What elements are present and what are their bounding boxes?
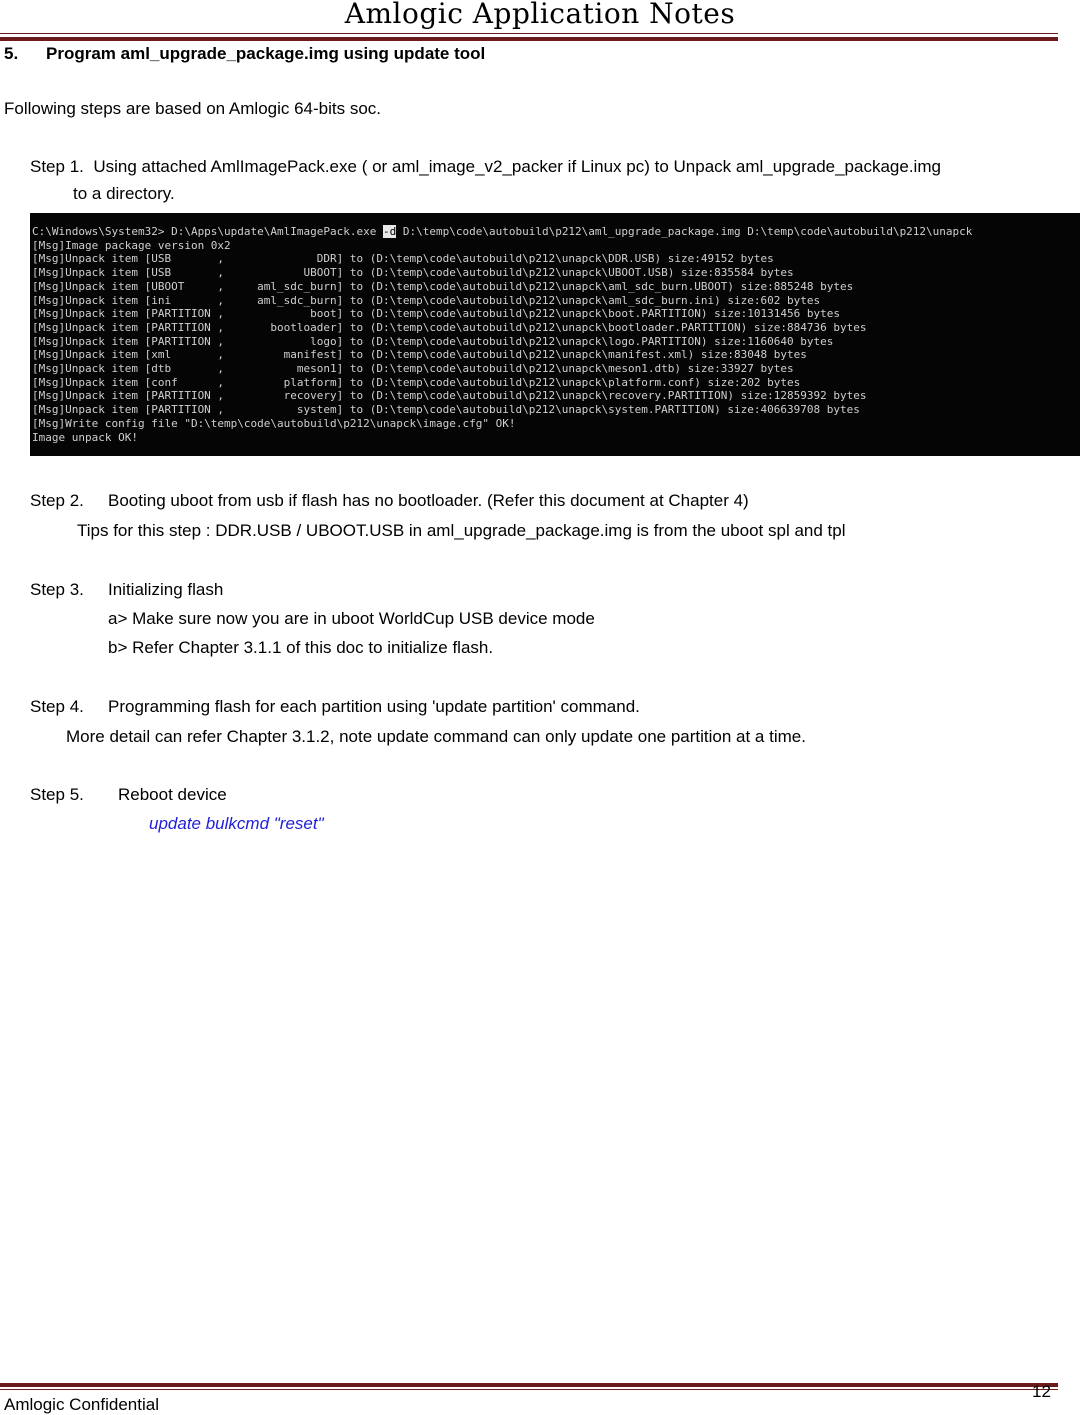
step1-text-continued: to a directory. [73,184,175,203]
section-title: Program aml_upgrade_package.img using update tool [46,44,486,63]
step2-text: Booting uboot from usb if flash has no bootloader. (Refer this document at Chapter 4) [108,491,749,510]
header-rule-thick [0,37,1058,41]
terminal-line: [Msg]Unpack item [PARTITION , recovery] to (D:\temp\code\autobuild\p212\unapck\recovery.PARTITION) size:12859392 bytes [32,389,867,403]
footer-rule-thick [0,1383,1058,1387]
terminal-line: [Msg]Unpack item [UBOOT , aml_sdc_burn] to (D:\temp\code\autobuild\p212\unapck\aml_sdc_burn.UBOOT) size:885248 bytes [32,279,854,293]
step3-text: Initializing flash [108,580,224,599]
document-header-title: Amlogic Application Notes [344,0,736,30]
terminal-line: Image unpack OK! [32,430,138,444]
step5-command: update bulkcmd "reset" [149,814,324,833]
step5-text: Reboot device [118,785,227,804]
terminal-prompt-before: C:\Windows\System32> D:\Apps\update\AmlImagePack.exe [32,225,383,238]
step1-label: Step 1. [30,157,84,176]
terminal-prompt-flag: -d [383,225,397,238]
terminal-prompt-after: D:\temp\code\autobuild\p212\aml_upgrade_package.img D:\temp\code\autobuild\p212\unapck [396,225,973,238]
footer-confidential: Amlogic Confidential [4,1395,159,1414]
section-number: 5. [4,44,19,63]
terminal-line: [Msg]Unpack item [USB , DDR] to (D:\temp\code\autobuild\p212\unapck\DDR.USB) size:49152 bytes [32,252,774,266]
terminal-line: [Msg]Write config file "D:\temp\code\autobuild\p212\unapck\image.cfg" OK! [32,416,516,430]
step2-label: Step 2. [30,491,84,510]
terminal-line: [Msg]Image package version 0x2 [32,238,231,252]
section-heading [4,44,485,64]
footer-rule-thin [0,1389,1058,1390]
terminal-line: [Msg]Unpack item [PARTITION , system] to (D:\temp\code\autobuild\p212\unapck\system.PARTITION) size:406639708 bytes [32,403,860,417]
step5-label: Step 5. [30,785,84,804]
terminal-line: [Msg]Unpack item [dtb , meson1] to (D:\temp\code\autobuild\p212\unapck\meson1.dtb) size:33927 bytes [32,362,794,376]
terminal-screenshot [30,213,1080,456]
step3-item-a: a> Make sure now you are in uboot WorldCup USB device mode [108,609,595,628]
step4-detail: More detail can refer Chapter 3.1.2, note update command can only update one partition at a time. [66,727,806,746]
terminal-line: [Msg]Unpack item [conf , platform] to (D:\temp\code\autobuild\p212\unapck\platform.conf) size:202 bytes [32,375,801,389]
terminal-line: [Msg]Unpack item [PARTITION , logo] to (D:\temp\code\autobuild\p212\unapck\logo.PARTITION) size:1160640 bytes [32,334,834,348]
terminal-line: [Msg]Unpack item [USB , UBOOT] to (D:\temp\code\autobuild\p212\unapck\UBOOT.USB) size:835584 bytes [32,266,794,280]
step3-label: Step 3. [30,580,84,599]
header-rule-thin [0,33,1058,34]
step4-label: Step 4. [30,697,84,716]
step3-item-b: b> Refer Chapter 3.1.1 of this doc to initialize flash. [108,638,494,657]
terminal-line: [Msg]Unpack item [xml , manifest] to (D:\temp\code\autobuild\p212\unapck\manifest.xml) size:83048 bytes [32,348,807,362]
terminal-line: [Msg]Unpack item [PARTITION , boot] to (D:\temp\code\autobuild\p212\unapck\boot.PARTITION) size:10131456 bytes [32,307,840,321]
step2-tip: Tips for this step : DDR.USB / UBOOT.USB in aml_upgrade_package.img is from the uboot spl and tpl [77,521,846,540]
terminal-line: [Msg]Unpack item [PARTITION , bootloader] to (D:\temp\code\autobuild\p212\unapck\bootloader.PARTITION) size:884736 bytes [32,320,867,334]
terminal-line: [Msg]Unpack item [ini , aml_sdc_burn] to (D:\temp\code\autobuild\p212\unapck\aml_sdc_burn.ini) size:602 bytes [32,293,821,307]
step4-text: Programming flash for each partition using 'update partition' command. [108,697,640,716]
step1-text: Using attached AmlImagePack.exe ( or aml_image_v2_packer if Linux pc) to Unpack aml_upgrade_package.img [93,157,941,176]
terminal-prompt-line [30,225,1080,239]
intro-paragraph: Following steps are based on Amlogic 64-bits soc. [4,99,382,118]
step1-line [30,157,941,177]
page-number: 12 [1032,1382,1051,1401]
